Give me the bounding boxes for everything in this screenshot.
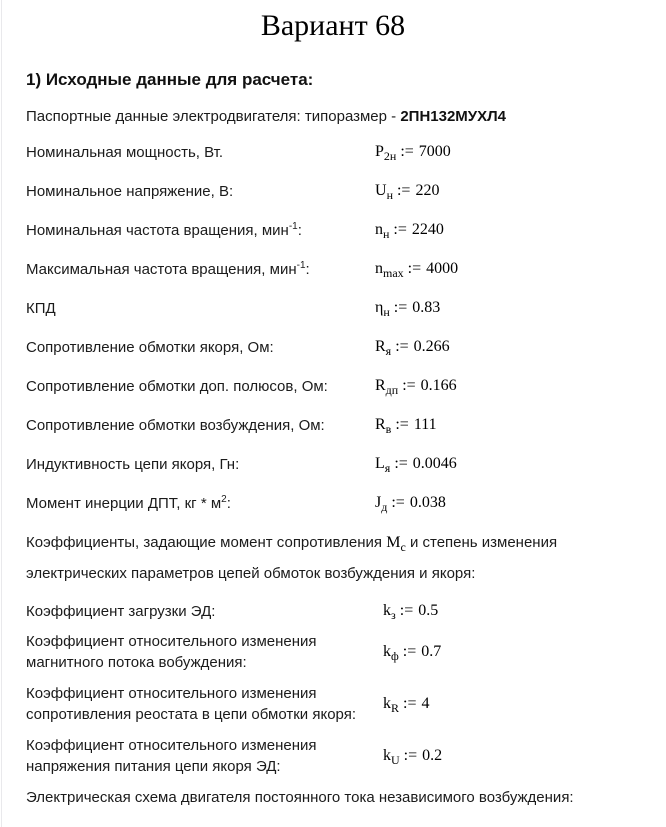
coefficients-intro-paragraph: Коэффициенты, задающие момент сопротивления $M_с$ и степень изменения электрических параметров цепей обмоток возбуждения и якоря:: [26, 534, 558, 582]
param-row-aux-poles-resistance: [26, 366, 646, 405]
math-region[interactable]: $R_в$ := 111: [375, 415, 437, 436]
math-region[interactable]: $n_{max}$ := 4000: [375, 259, 459, 280]
math-region[interactable]: $k_ф$ := 0.7: [383, 643, 442, 664]
schematic-caption: Электрическая схема двигателя постоянного тока независимого возбуждения:: [26, 789, 574, 806]
coef-label: Коэффициент относительного изменения магнитного потока вобуждения:: [26, 633, 317, 671]
math-region[interactable]: $n_н$ := 2240: [375, 220, 444, 241]
math-region[interactable]: $R_я$ := 0.266: [375, 337, 450, 358]
coef-label: Коэффициент относительного изменения напряжения питания цепи якоря ЭД:: [26, 737, 317, 775]
param-label: Номинальное напряжение, В:: [26, 182, 234, 200]
param-label: Максимальная частота вращения, мин$^{-1}$:: [26, 259, 310, 278]
param-row-armature-inductance: [26, 444, 646, 483]
page-edge-line: [1, 0, 2, 827]
param-row-armature-resistance: [26, 327, 646, 366]
math-region[interactable]: $R_{дп}$ := 0.166: [375, 376, 457, 397]
param-label: Индуктивность цепи якоря, Гн:: [26, 455, 240, 473]
param-row-power: [26, 132, 646, 171]
param-label: КПД: [26, 299, 56, 317]
section-heading: 1) Исходные данные для расчета:: [26, 70, 314, 89]
param-label: Номинальная мощность, Вт.: [26, 143, 223, 161]
motor-type-model: 2ПН132МУХЛ4: [400, 108, 507, 125]
coef-label: Коэффициент загрузки ЭД:: [26, 602, 216, 620]
math-region[interactable]: $k_U$ := 0.2: [383, 747, 443, 768]
math-region[interactable]: $\eta_н$ := 0.83: [375, 298, 441, 319]
coef-label: Коэффициент относительного изменения сопротивления реостата в цепи обмотки якоря:: [26, 685, 356, 723]
math-region[interactable]: $P_{2н}$ := 7000: [375, 142, 451, 163]
motor-passport-line: [26, 108, 506, 125]
param-label: Сопротивление обмотки доп. полюсов, Ом:: [26, 377, 328, 395]
coef-row-flux: [26, 626, 646, 678]
math-region[interactable]: $U_н$ := 220: [375, 181, 440, 202]
math-region-inline[interactable]: $M_с$: [386, 534, 406, 555]
param-row-max-speed: [26, 249, 646, 288]
coef-row-rheostat: [26, 678, 646, 730]
math-region[interactable]: $k_з$ := 0.5: [383, 602, 439, 623]
param-row-nominal-speed: [26, 210, 646, 249]
param-label: Сопротивление обмотки возбуждения, Ом:: [26, 416, 325, 434]
math-region[interactable]: $J_д$ := 0.038: [375, 493, 446, 514]
math-region[interactable]: $L_я$ := 0.0046: [375, 454, 457, 475]
coef-row-supply-voltage: [26, 730, 646, 782]
param-row-inertia: [26, 483, 646, 522]
param-row-efficiency: [26, 288, 646, 327]
coef-row-load: [26, 596, 646, 626]
math-region[interactable]: $k_R$ := 4: [383, 695, 430, 716]
param-label: Номинальная частота вращения, мин$^{-1}$:: [26, 220, 302, 239]
param-row-excitation-resistance: [26, 405, 646, 444]
document-title: Вариант 68: [260, 9, 406, 42]
param-row-voltage: [26, 171, 646, 210]
intro-text: Паспортные данные электродвигателя: типоразмер -: [26, 108, 401, 125]
param-label: Сопротивление обмотки якоря, Ом:: [26, 338, 274, 356]
parameters-list: [26, 132, 646, 522]
param-label: Момент инерции ДПТ, кг * $м^2$:: [26, 493, 231, 512]
coefficients-list: [26, 596, 646, 782]
